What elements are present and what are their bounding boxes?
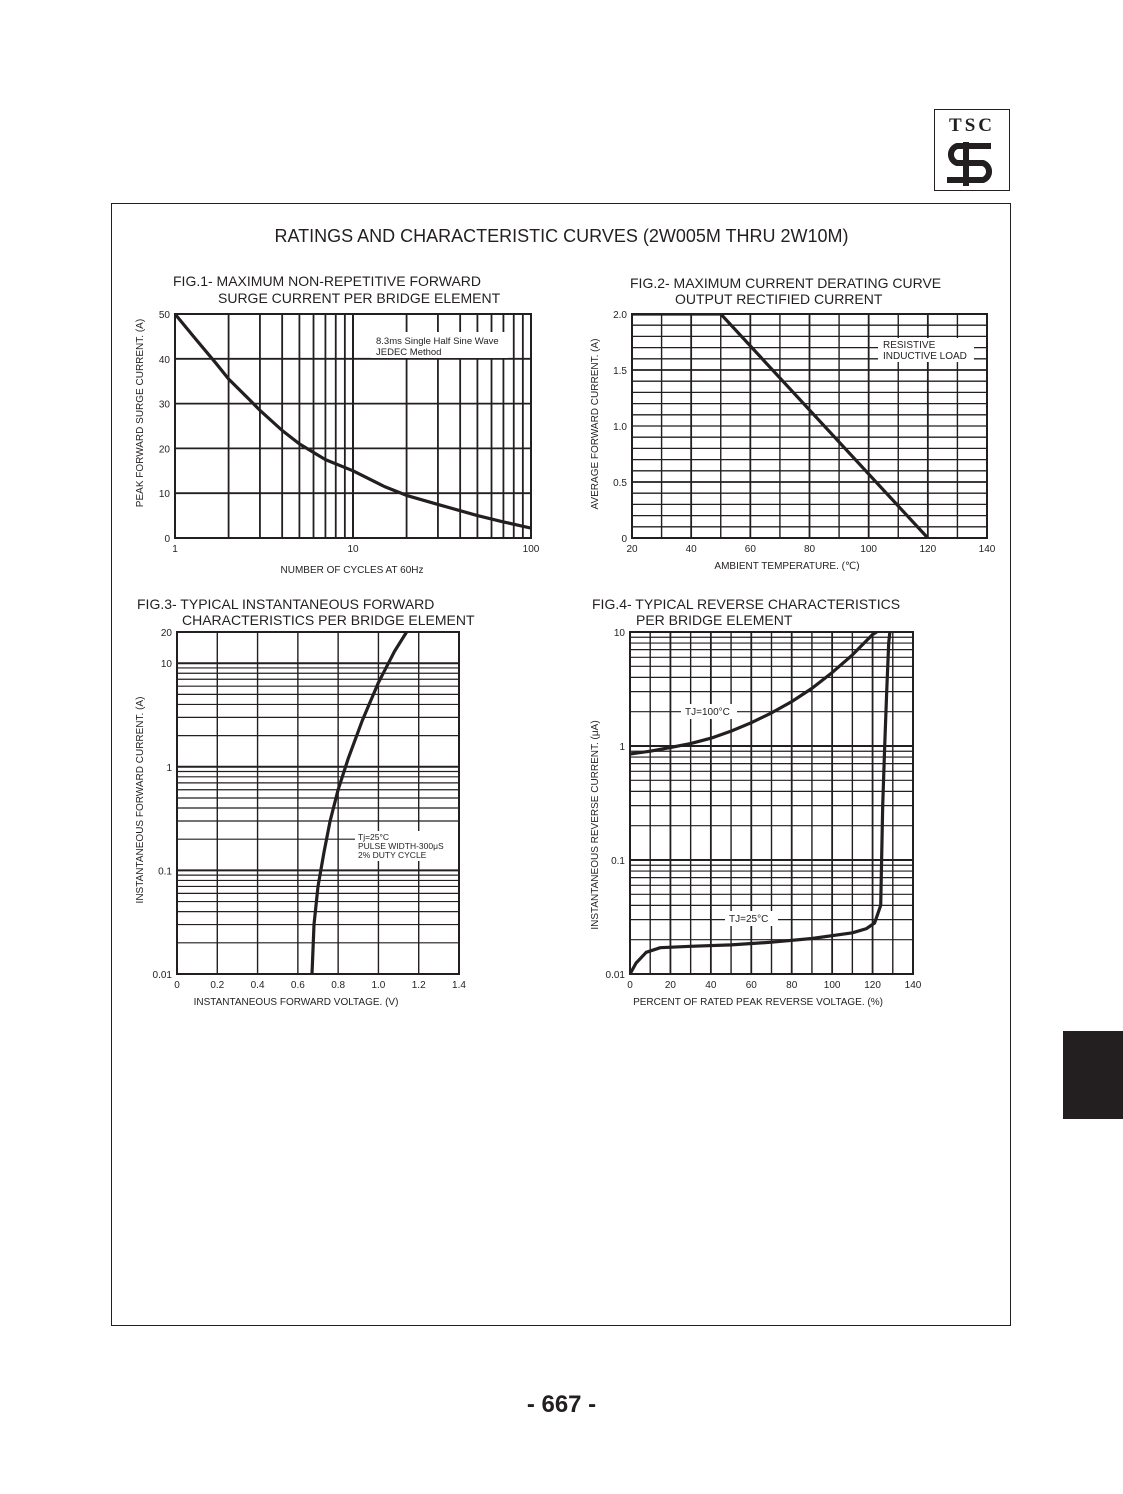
fig2-y-axis-label: AVERAGE FORWARD CURRENT. (A)	[590, 338, 601, 510]
fig3-x-tick-label: 1.4	[452, 980, 466, 991]
fig3-y-tick-label: 10	[160, 659, 172, 671]
fig1-annotation-line: JEDEC Method	[376, 347, 442, 358]
fig2-y-tick-label: 1.5	[613, 366, 627, 377]
fig4-x-tick-label: 80	[786, 980, 798, 991]
fig3-y-tick-label: 1	[166, 762, 172, 774]
fig4-y-tick-label: 1	[619, 742, 625, 753]
fig1-y-axis-label: PEAK FORWARD SURGE CURRENT. (A)	[135, 318, 146, 508]
fig4-chart	[590, 404, 922, 1008]
fig1-title-line2: SURGE CURRENT PER BRIDGE ELEMENT	[218, 290, 501, 306]
fig2-y-tick-label: 0.5	[613, 478, 627, 489]
fig3-x-tick-label: 0.8	[331, 980, 346, 991]
fig3-x-tick-label: 1.2	[411, 980, 426, 991]
fig2-annotation-line: INDUCTIVE LOAD	[883, 351, 967, 362]
fig4-x-axis-label: PERCENT OF RATED PEAK REVERSE VOLTAGE. (%)	[633, 997, 883, 1008]
fig1-chart	[135, 273, 540, 576]
fig1-x-tick-label: 10	[347, 544, 359, 555]
fig2-x-tick-label: 100	[860, 544, 878, 555]
fig3-x-tick-label: 1.0	[371, 980, 386, 991]
fig1-x-tick-label: 100	[522, 544, 540, 555]
fig3-y-tick-label: 20	[160, 628, 172, 639]
fig1-annotation-line: 8.3ms Single Half Sine Wave	[376, 336, 499, 347]
fig4-title-line1: FIG.4- TYPICAL REVERSE CHARACTERISTICS	[592, 596, 901, 612]
fig4-y-tick-label: 0.1	[611, 856, 625, 867]
fig2-y-tick-label: 0	[621, 534, 627, 545]
fig3-chart	[135, 596, 475, 1008]
fig1-title-line1: FIG.1- MAXIMUM NON-REPETITIVE FORWARD	[173, 273, 482, 289]
fig4-x-tick-label: 0	[627, 980, 633, 991]
fig3-x-axis-label: INSTANTANEOUS FORWARD VOLTAGE. (V)	[193, 997, 399, 1008]
fig3-x-tick-label: 0.6	[290, 980, 305, 991]
fig3-series-line-0	[312, 632, 407, 974]
fig3-y-tick-label: 0.1	[158, 866, 172, 878]
fig2-x-axis-label: AMBIENT TEMPERATURE. (℃)	[714, 561, 860, 572]
page-title: RATINGS AND CHARACTERISTIC CURVES (2W005M THRU 2W10M)	[274, 226, 849, 246]
fig2-x-tick-label: 140	[978, 544, 996, 555]
fig4-x-tick-label: 120	[864, 980, 881, 991]
fig3-x-tick-label: 0.4	[250, 980, 265, 991]
fig4-x-tick-label: 100	[823, 980, 841, 991]
fig2-title-line2: OUTPUT RECTIFIED CURRENT	[675, 291, 883, 307]
fig4-x-tick-label: 60	[745, 980, 757, 991]
fig3-x-tick-label: 0	[174, 980, 180, 991]
fig1-y-tick-label: 50	[158, 310, 170, 321]
fig3-y-axis-label: INSTANTANEOUS FORWARD CURRENT. (A)	[135, 696, 146, 904]
fig4-series-label-tj25: TJ=25°C	[729, 914, 769, 925]
fig2-x-tick-label: 40	[685, 544, 697, 555]
fig3-grid	[177, 632, 459, 974]
fig1-y-tick-label: 0	[164, 534, 170, 545]
fig4-series-label-tj100: TJ=100°C	[685, 707, 730, 718]
fig2-x-tick-label: 20	[626, 544, 638, 555]
fig3-annotation-line: PULSE WIDTH-300μS	[358, 841, 444, 851]
fig4-x-tick-label: 40	[705, 980, 717, 991]
fig3-title-line1: FIG.3- TYPICAL INSTANTANEOUS FORWARD	[137, 596, 435, 612]
fig1-y-tick-label: 40	[158, 354, 170, 366]
fig2-title-line1: FIG.2- MAXIMUM CURRENT DERATING CURVE	[630, 275, 942, 291]
fig1-y-tick-label: 20	[158, 444, 170, 456]
fig2-y-tick-label: 1.0	[613, 422, 627, 433]
fig4-x-tick-label: 140	[904, 980, 922, 991]
fig3-title-line2: CHARACTERISTICS PER BRIDGE ELEMENT	[182, 612, 475, 628]
fig2-x-tick-label: 120	[919, 544, 937, 555]
fig4-y-axis-label: INSTANTANEOUS REVERSE CURRENT. (μA)	[590, 720, 601, 930]
fig2-x-tick-label: 80	[803, 544, 816, 555]
fig3-plot-border	[177, 632, 459, 974]
fig2-chart	[590, 275, 996, 572]
fig4-x-tick-label: 20	[664, 980, 676, 991]
fig1-y-tick-label: 30	[158, 399, 170, 411]
side-tab	[1063, 1031, 1123, 1119]
fig2-y-tick-label: 2.0	[613, 310, 627, 321]
fig1-x-tick-label: 1	[172, 544, 178, 555]
fig3-y-tick-label: 0.01	[152, 970, 172, 981]
page-number: - 667 -	[526, 1391, 597, 1418]
fig1-x-axis-label: NUMBER OF CYCLES AT 60Hz	[280, 565, 424, 576]
fig4-y-tick-label: 0.01	[605, 970, 625, 981]
logo-text: TSC	[949, 115, 995, 136]
fig3-annotation-line: 2% DUTY CYCLE	[358, 850, 427, 860]
fig4-y-tick-label: 10	[613, 628, 625, 639]
fig2-x-tick-label: 60	[744, 544, 756, 555]
fig4-title-line2: PER BRIDGE ELEMENT	[636, 612, 793, 628]
fig2-annotation-line: RESISTIVE	[883, 340, 936, 351]
fig1-y-tick-label: 10	[158, 489, 170, 501]
fig3-annotation-line: Tj=25°C	[358, 832, 390, 842]
fig3-x-tick-label: 0.2	[210, 980, 225, 991]
